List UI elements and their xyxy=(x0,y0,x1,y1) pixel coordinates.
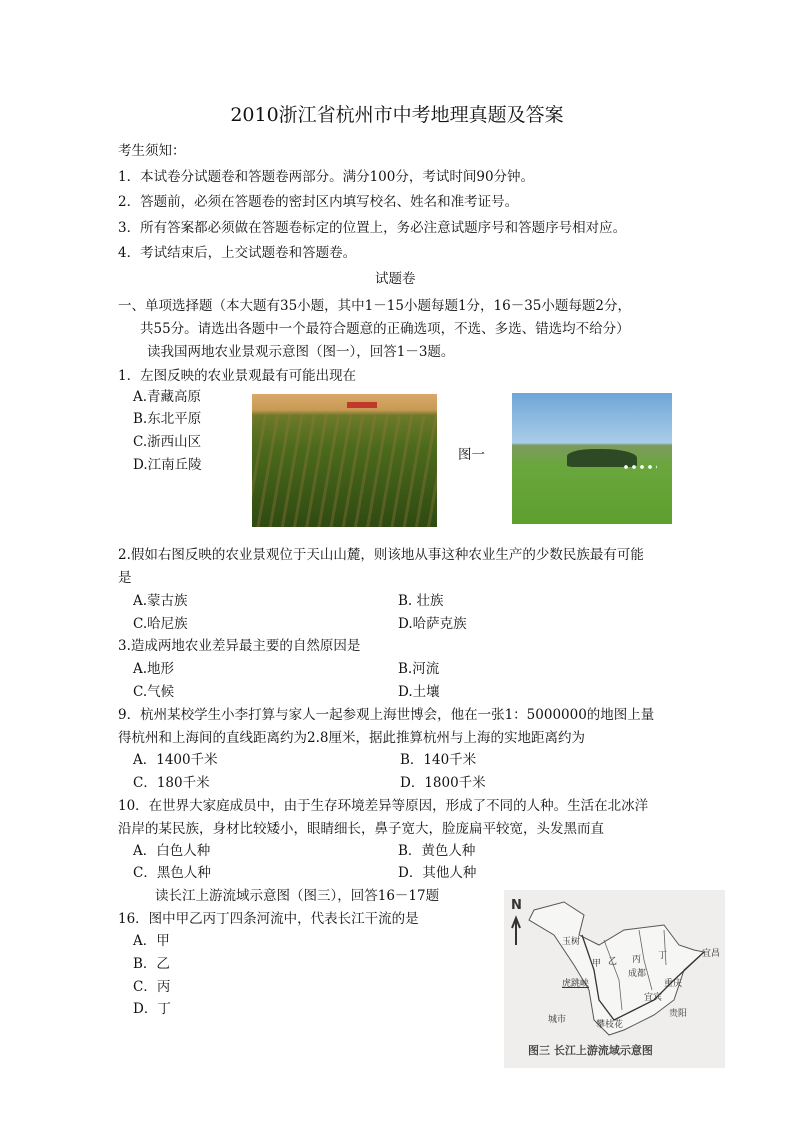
option: B. 壮族 xyxy=(398,593,444,609)
option: B.东北平原 xyxy=(133,411,202,427)
option: D．丁 xyxy=(133,1001,171,1017)
map-label: 宜昌 xyxy=(702,949,721,959)
grassland-photo xyxy=(512,393,672,524)
option: C.浙西山区 xyxy=(133,434,202,450)
map-label: 玉树 xyxy=(562,937,581,947)
question-text: 3.造成两地农业差异最主要的自然原因是 xyxy=(118,638,361,654)
notice-item: 1．本试卷分试题卷和答题卷两部分。满分100分，考试时间90分钟。 xyxy=(118,169,535,185)
farmland-photo xyxy=(252,394,437,527)
option: B．乙 xyxy=(133,956,170,972)
map-label: 乙 xyxy=(608,957,618,967)
question-text: 2.假如右图反映的农业景观位于天山山麓，则该地从事这种农业生产的少数民族最有可能 xyxy=(118,547,644,563)
option: A．甲 xyxy=(133,933,170,949)
option: D.土壤 xyxy=(398,684,440,700)
option: A．1400千米 xyxy=(133,752,218,768)
notice-item: 2．答题前，必须在答题卷的密封区内填写校名、姓名和准考证号。 xyxy=(118,194,519,210)
question-text: 16．图中甲乙丙丁四条河流中，代表长江干流的是 xyxy=(118,911,419,927)
map-label: 宜宾 xyxy=(644,993,663,1003)
option: A.地形 xyxy=(133,661,175,677)
notice-heading: 考生须知： xyxy=(118,143,186,159)
option: C.气候 xyxy=(133,684,175,700)
question-text: 10．在世界大家庭成员中，由于生存环境差异等原因，形成了不同的人种。生活在北冰洋 xyxy=(118,798,649,814)
option: C．黑色人种 xyxy=(133,865,211,881)
option: B．140千米 xyxy=(400,752,477,768)
north-arrow-label: N xyxy=(511,898,522,913)
map-caption: 图三 长江上游流域示意图 xyxy=(528,1044,653,1057)
notice-item: 3．所有答案都必须做在答题卷标定的位置上，务必注意试题序号和答题序号相对应。 xyxy=(118,220,627,236)
map-label: 丙 xyxy=(632,955,642,965)
question-text: 是 xyxy=(118,570,132,586)
map-label: 攀枝花 xyxy=(596,1020,624,1030)
intro-figure3: 读长江上游流域示意图（图三），回答16－17题 xyxy=(155,888,440,904)
option: A.青藏高原 xyxy=(133,389,202,405)
part1-heading: 一、单项选择题（本大题有35小题，其中1－15小题每题1分，16－35小题每题2分， xyxy=(118,298,631,314)
map-label: 成都 xyxy=(628,969,647,979)
question-text: 得杭州和上海间的直线距离约为2.8厘米，据此推算杭州与上海的实地距离约为 xyxy=(118,730,585,746)
map-label: 甲 xyxy=(592,959,602,969)
question-text: 沿岸的某民族，身材比较矮小，眼睛细长，鼻子宽大，脸庞扁平较宽，头发黑而直 xyxy=(118,821,604,837)
option: D.哈萨克族 xyxy=(398,616,467,632)
option: D．其他人种 xyxy=(398,865,477,881)
figure1-label: 图一 xyxy=(458,447,485,463)
option: D．1800千米 xyxy=(400,775,486,791)
document-title: 2010浙江省杭州市中考地理真题及答案 xyxy=(230,104,564,126)
map-label: 丁 xyxy=(658,951,668,961)
notice-item: 4．考试结束后，上交试题卷和答题卷。 xyxy=(118,245,357,261)
section-title: 试题卷 xyxy=(375,271,416,287)
option: C．180千米 xyxy=(133,775,210,791)
question-text: 1．左图反映的农业景观最有可能出现在 xyxy=(118,368,357,384)
yangtze-upper-basin-map xyxy=(504,890,725,1068)
map-label: 贵阳 xyxy=(669,1009,688,1019)
option: B.河流 xyxy=(398,661,440,677)
option: A．白色人种 xyxy=(133,843,211,859)
option: C．丙 xyxy=(133,979,171,995)
map-label: 重庆 xyxy=(664,979,683,989)
question-text: 9．杭州某校学生小李打算与家人一起参观上海世博会，他在一张1：5000000的地图上量 xyxy=(118,707,655,723)
map-legend-city: 城市 xyxy=(548,1015,567,1025)
part1-heading: 共55分。请选出各题中一个最符合题意的正确选项，不选、多选、错选均不给分） xyxy=(140,321,630,337)
map-label: 虎跳峡 xyxy=(562,979,590,989)
option: D.江南丘陵 xyxy=(133,457,202,473)
part1-intro: 读我国两地农业景观示意图（图一），回答1－3题。 xyxy=(147,344,455,360)
option: A.蒙古族 xyxy=(133,593,188,609)
option: B．黄色人种 xyxy=(398,843,476,859)
option: C.哈尼族 xyxy=(133,616,188,632)
